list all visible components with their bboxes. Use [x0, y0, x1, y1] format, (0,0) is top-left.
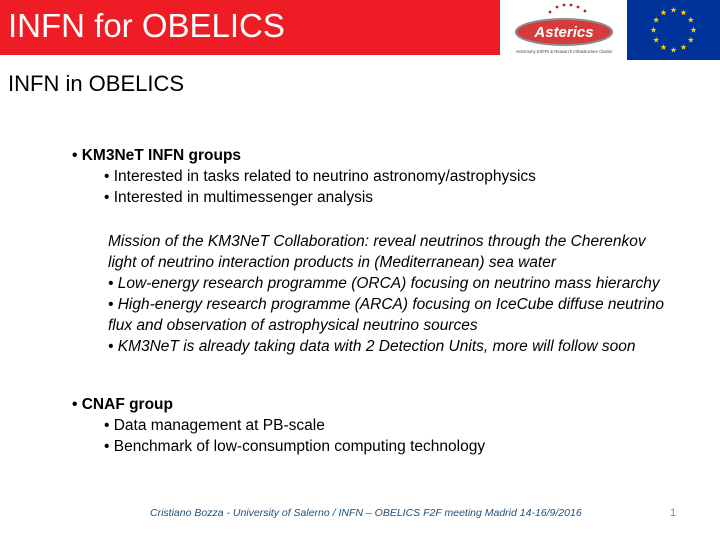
bullet-arca: • High-energy research programme (ARCA) focusing on IceCube diffuse neutrino: [108, 296, 664, 313]
logo-subtext: Astronomy ESFRI & Research Infrastructure Cluster: [515, 49, 613, 54]
bullet-benchmark: • Benchmark of low-consumption computing technology: [104, 438, 486, 455]
bullet-km3net-groups: • KM3NeT INFN groups: [72, 147, 242, 164]
page-number: 1: [670, 507, 677, 519]
eu-flag: [627, 0, 720, 60]
mission-line-2: light of neutrino interaction products in (Mediterranean) sea water: [108, 254, 557, 271]
slide-title: INFN for OBELICS: [8, 7, 285, 44]
bullet-arca-cont: flux and observation of astrophysical neutrino sources: [108, 317, 478, 334]
title-bar: [0, 0, 500, 55]
slide-subtitle: INFN in OBELICS: [8, 71, 185, 96]
bullet-data-management: • Data management at PB-scale: [104, 417, 325, 434]
bullet-orca: • Low-energy research programme (ORCA) focusing on neutrino mass hierarchy: [108, 275, 660, 292]
bullet-detection-units: • KM3NeT is already taking data with 2 Detection Units, more will follow soon: [108, 338, 636, 355]
asterics-logo: [506, 0, 622, 60]
bullet-cnaf-group: • CNAF group: [72, 396, 173, 413]
footer-text: Cristiano Bozza - University of Salerno / INFN – OBELICS F2F meeting Madrid 14-16/9/2016: [150, 507, 582, 519]
bullet-multimessenger: • Interested in multimessenger analysis: [104, 189, 374, 206]
bullet-neutrino-tasks: • Interested in tasks related to neutrino astronomy/astrophysics: [104, 168, 536, 185]
mission-line-1: Mission of the KM3NeT Collaboration: reveal neutrinos through the Cherenkov: [108, 233, 646, 250]
logo-text: Asterics: [534, 24, 594, 41]
